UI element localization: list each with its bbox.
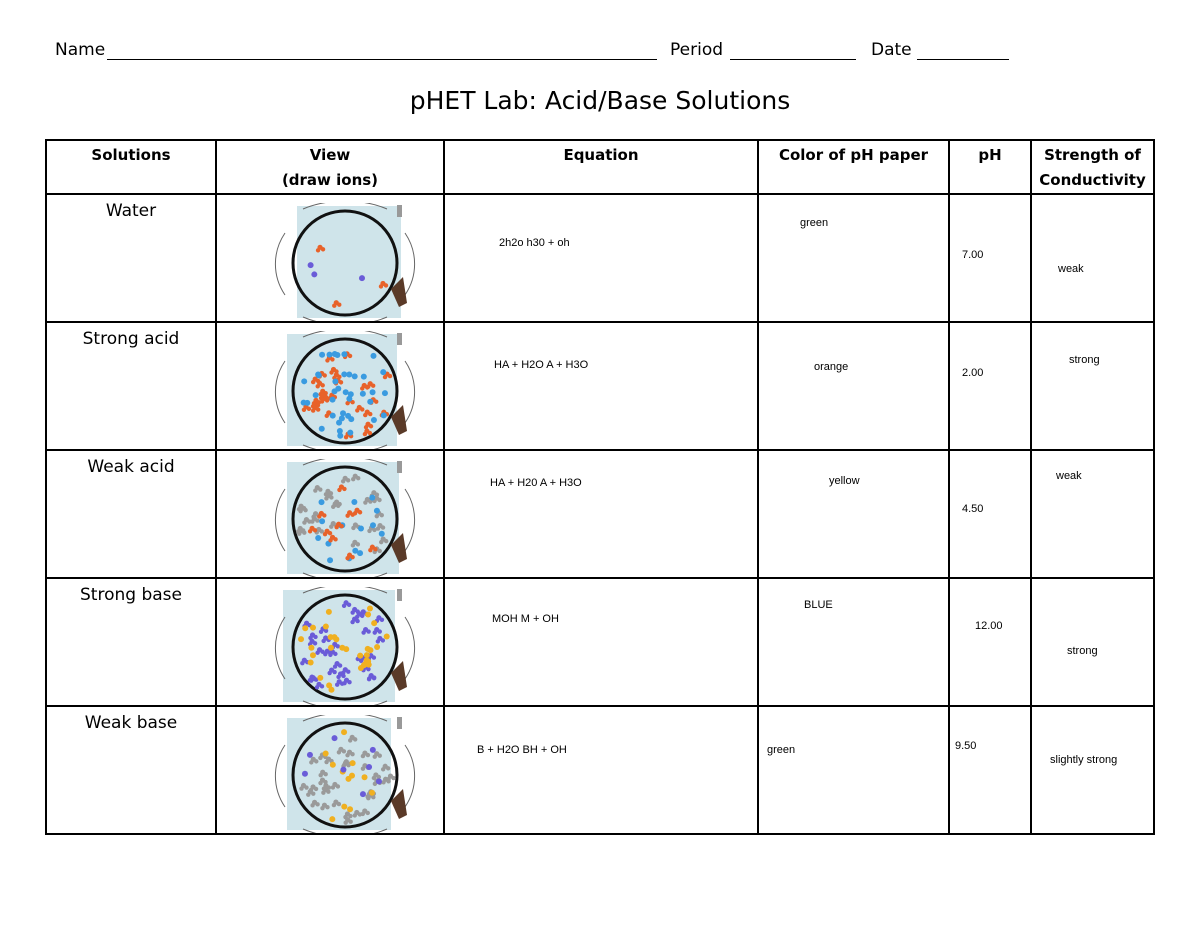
equation-text: MOH M + OH (492, 613, 559, 625)
col-strength: Strength of Conductivity (1031, 140, 1154, 194)
color-cell[interactable] (758, 194, 949, 322)
ph-text: 4.50 (962, 503, 984, 515)
strength-cell[interactable] (1031, 706, 1154, 834)
ph-cell[interactable] (949, 450, 1031, 578)
beaker-image (273, 331, 417, 449)
col-color: Color of pH paper (758, 140, 949, 194)
beaker-image (273, 203, 417, 321)
equation-text: B + H2O BH + OH (477, 744, 567, 756)
table-row (46, 450, 1154, 578)
ph-text: 9.50 (955, 740, 977, 752)
strength-cell[interactable] (1031, 578, 1154, 706)
ph-cell[interactable] (949, 578, 1031, 706)
strength-text: strong (1069, 354, 1100, 366)
color-text: yellow (829, 475, 860, 487)
date-label: Date (871, 40, 912, 60)
table-row (46, 578, 1154, 706)
name-label: Name (55, 40, 106, 60)
solution-cell: Weak base (46, 706, 216, 834)
period-blank[interactable] (730, 59, 856, 60)
beaker-image (273, 587, 417, 705)
ph-text: 7.00 (962, 249, 984, 261)
header-fields (55, 40, 1055, 64)
col-equation: Equation (444, 140, 758, 194)
equation-text: 2h2o h30 + oh (499, 237, 570, 249)
name-blank[interactable] (107, 59, 657, 60)
view-cell (216, 578, 444, 706)
color-cell[interactable] (758, 450, 949, 578)
table-row (46, 194, 1154, 322)
equation-cell[interactable] (444, 194, 758, 322)
date-blank[interactable] (917, 59, 1009, 60)
solution-cell: Weak acid (46, 450, 216, 578)
beaker-image (273, 459, 417, 577)
color-cell[interactable] (758, 322, 949, 450)
col-ph: pH (949, 140, 1031, 194)
color-text: green (767, 744, 796, 756)
equation-text: HA + H20 A + H3O (490, 477, 582, 489)
view-cell (216, 322, 444, 450)
period-label: Period (670, 40, 724, 60)
equation-cell[interactable] (444, 450, 758, 578)
strength-text: weak (1058, 263, 1084, 275)
color-text: orange (814, 361, 849, 373)
equation-text: HA + H2O A + H3O (494, 359, 589, 371)
table-header-row (46, 140, 1154, 194)
view-cell (216, 194, 444, 322)
color-text: BLUE (804, 599, 833, 611)
ph-cell[interactable] (949, 322, 1031, 450)
strength-cell[interactable] (1031, 194, 1154, 322)
ph-text: 12.00 (975, 620, 1003, 632)
solution-cell: Strong base (46, 578, 216, 706)
lab-table (45, 139, 1155, 835)
color-cell[interactable] (758, 578, 949, 706)
beaker-image (273, 715, 417, 833)
equation-cell[interactable] (444, 322, 758, 450)
strength-cell[interactable] (1031, 450, 1154, 578)
col-solutions: Solutions (46, 140, 216, 194)
col-view: View (draw ions) (216, 140, 444, 194)
strength-text: slightly strong (1050, 754, 1118, 766)
strength-text: weak (1056, 470, 1082, 482)
strength-cell[interactable] (1031, 322, 1154, 450)
ph-cell[interactable] (949, 706, 1031, 834)
table-row (46, 706, 1154, 834)
color-cell[interactable] (758, 706, 949, 834)
equation-cell[interactable] (444, 578, 758, 706)
strength-text: strong (1067, 645, 1098, 657)
view-cell (216, 706, 444, 834)
solution-cell: Strong acid (46, 322, 216, 450)
ph-cell[interactable] (949, 194, 1031, 322)
color-text: green (800, 217, 829, 229)
table-row (46, 322, 1154, 450)
solution-cell: Water (46, 194, 216, 322)
page-title: pHET Lab: Acid/Base Solutions (409, 86, 791, 115)
equation-cell[interactable] (444, 706, 758, 834)
view-cell (216, 450, 444, 578)
ph-text: 2.00 (962, 367, 984, 379)
